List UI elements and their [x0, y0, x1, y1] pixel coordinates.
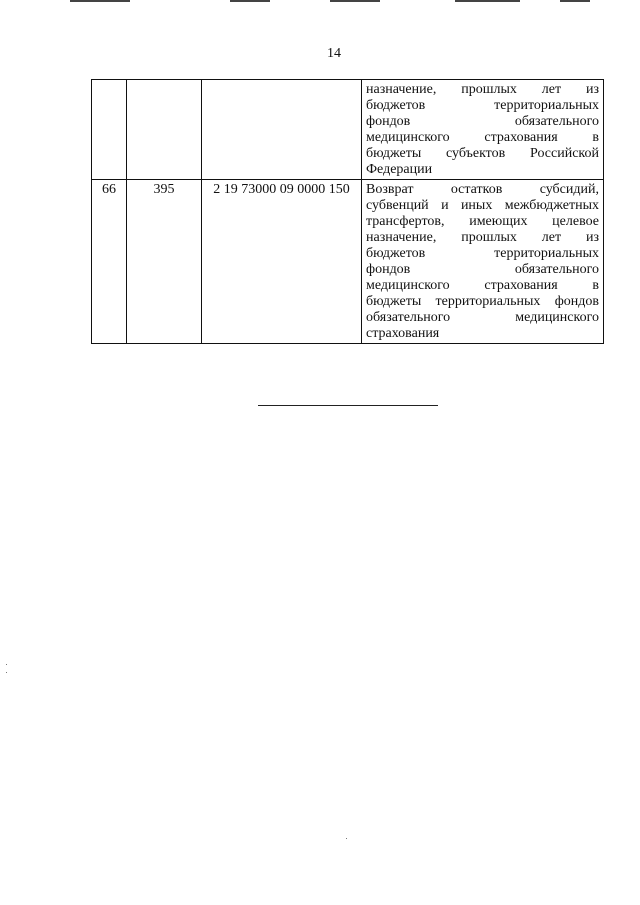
budget-code-cell	[202, 80, 362, 180]
scan-speck	[6, 672, 7, 673]
budget-codes-table	[91, 79, 604, 344]
table-row-continued	[92, 80, 604, 180]
revenue-name-line: фондов обязательного	[366, 262, 599, 277]
revenue-name-line: обязательного медицинского	[366, 310, 599, 325]
revenue-name-line: трансфертов, имеющих целевое	[366, 214, 599, 229]
scan-speck	[6, 664, 7, 665]
scan-speck	[346, 838, 347, 839]
revenue-name-line: медицинского страхования в	[366, 278, 599, 293]
scan-edge-mark	[455, 0, 520, 2]
revenue-name-line: страхования	[366, 326, 440, 341]
revenue-name-line: назначение, прошлых лет из	[366, 82, 599, 97]
admin-code-cell: 395	[127, 180, 202, 344]
revenue-name-cell	[362, 80, 604, 180]
scan-edge-mark	[560, 0, 590, 2]
page-number: 14	[327, 46, 341, 61]
revenue-name-line: бюджетов территориальных	[366, 246, 599, 261]
revenue-name-line: бюджетов территориальных	[366, 98, 599, 113]
row-number-cell	[92, 80, 127, 180]
row-number-cell: 66	[92, 180, 127, 344]
revenue-name-cell	[362, 180, 604, 344]
revenue-name-line: медицинского страхования в	[366, 130, 599, 145]
revenue-name-line: субвенций и иных межбюджетных	[366, 198, 599, 213]
scan-edge-mark	[330, 0, 380, 2]
revenue-name-line: Возврат остатков субсидий,	[366, 182, 599, 197]
scan-edge-mark	[70, 0, 130, 2]
revenue-name-line: бюджеты территориальных фондов	[366, 294, 599, 309]
end-of-document-rule	[258, 405, 438, 406]
scan-edge-mark	[230, 0, 270, 2]
admin-code-cell	[127, 80, 202, 180]
budget-code-cell: 2 19 73000 09 0000 150	[202, 180, 362, 344]
revenue-name-line: назначение, прошлых лет из	[366, 230, 599, 245]
revenue-name-line: фондов обязательного	[366, 114, 599, 129]
revenue-name-line: Федерации	[366, 162, 433, 177]
table-row	[92, 180, 604, 344]
revenue-name-line: бюджеты субъектов Российской	[366, 146, 599, 161]
